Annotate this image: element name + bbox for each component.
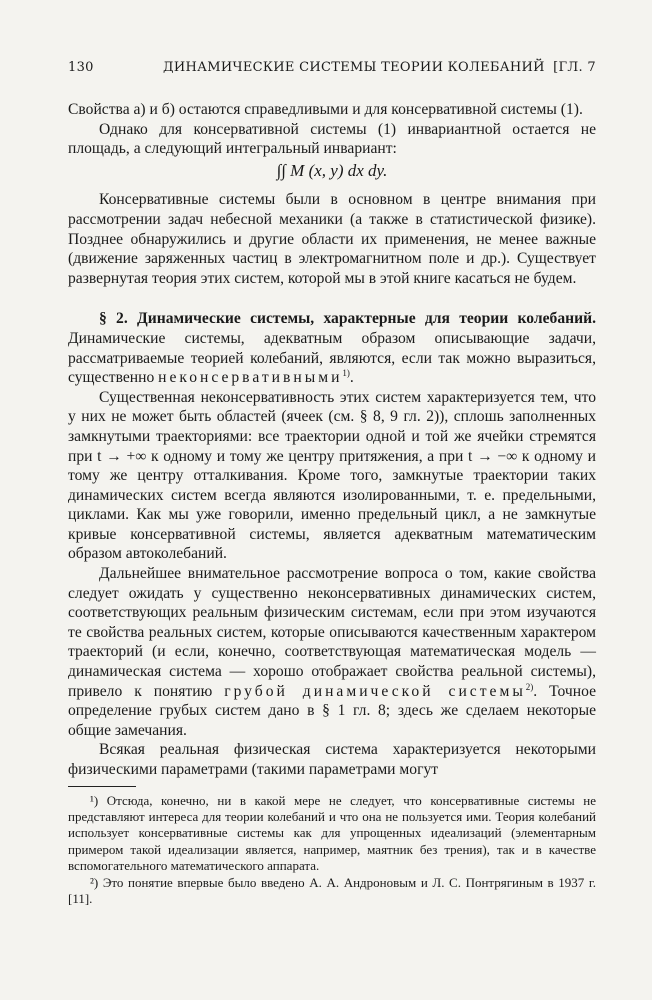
footnote-2: ²) Это понятие впервые было введено А. А. Андроновым и Л. С. Понтрягиным в 1937 г. [11]. [68,874,596,907]
paragraph-1: Свойства а) и б) остаются справедливыми и для консервативной системы (1). [68,101,583,118]
footnote-ref-1[interactable]: 1) [342,367,350,378]
footnote-ref-2[interactable]: 2) [525,681,534,692]
section-heading: § 2. Динамические системы, характерные для теории колебаний. [99,310,596,328]
spaced-term-rough-system: грубой динамической системы [224,682,526,700]
integral-formula: ∫∫ M (x, y) dx dy. [276,160,388,180]
paragraph-7: Всякая реальная физическая система характеризуется некоторыми физическими параметрами (такими параметрами могут [68,741,596,778]
page-number: 130 [68,60,94,75]
footnote-divider [68,786,136,787]
paragraph-2: Однако для консервативной системы (1) инвариантной остается не площадь, а следующий интегральный инвариант: [68,120,596,158]
running-title: ДИНАМИЧЕСКИЕ СИСТЕМЫ ТЕОРИИ КОЛЕБАНИЙ [163,60,545,75]
page-body [68,100,596,780]
page-header [68,60,596,82]
section-2-paragraph: § 2. Динамические системы, характерные для теории колебаний. Динамические системы, адекватным образом описывающие задачи, рассматриваемые теорией колебаний, являются, если так можно выразиться, существенно неконсервативными$^{1)}$. [68,310,596,387]
chapter-label: [ГЛ. 7 [553,60,596,75]
spaced-term: неконсервативными [158,369,343,387]
book-page [68,60,596,907]
paragraph-6: Дальнейшее внимательное рассмотрение вопроса о том, какие свойства следует ожидать у существенно неконсервативных динамических систем, соответствующих реальным физическим системам, если при этом изучаются те свойства реальных систем, которые описываются качественным характером траекторий (и если, конечно, соответствующая математическая модель — динамическая система — хорошо отображает свойства реальной системы), привело к понятию грубой динамической системы$^{2)}$. Точное определение грубых систем дано в § 1 гл. 8; здесь же сделаем некоторые общие замечания. [68,565,596,739]
footnote-1: ¹) Отсюда, конечно, ни в какой мере не следует, что консервативные системы не представляют интереса для теории колебаний и что она не пользуется ими. Теория колебаний использует консервативные системы как для упрощенных идеализаций (элементарным примером такой идеализации является, например, маятник без трения), так и в качестве вспомогательного математического аппарата. [68,792,596,874]
paragraph-5: Существенная неконсервативность этих систем характеризуется тем, что у них не может быть областей (ячеек (см. § 8, 9 гл. 2)), сплошь заполненных замкнутыми траекториями: все траектории одной и той же ячейки стремятся при t → +∞ к одному и тому же центру притяжения, а при t → −∞ к одному и тому же центру отталкивания. Кроме того, замкнутые траектории таких динамических систем всегда являются изолированными, т. е. предельными, циклами. Как мы уже говорили, именно предельный цикл, а не замкнутые кривые консервативной системы, является адекватным математическим образом автоколебаний. [68,388,596,563]
footnotes [68,793,596,908]
section-text: Динамические системы, адекватным образом описывающие задачи, рассматриваемые теорией колебаний, являются, если так можно выразиться, существенно [68,329,596,387]
paragraph-3: Консервативные системы были в основном в центре внимания при рассмотрении задач небесной механики (а также в статистической физике). Позднее обнаружились и другие области их применения, не менее важные (движение заряженных частиц в электромагнитном поле и др.). Существует развернутая теория этих систем, которой мы в этой книге касаться не будем. [68,191,596,287]
